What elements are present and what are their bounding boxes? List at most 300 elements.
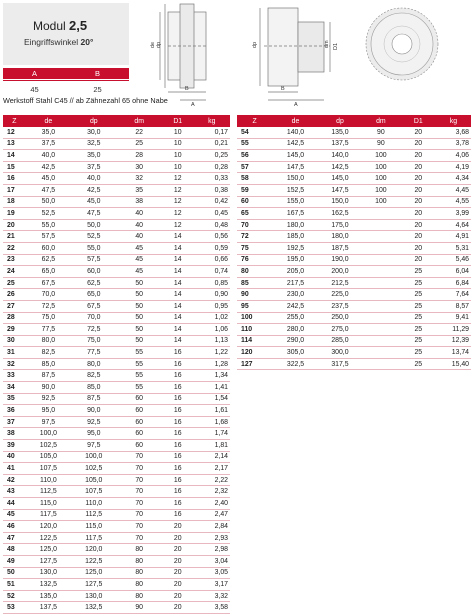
cell-z: 80: [237, 266, 272, 278]
cell-d1: 20: [162, 602, 194, 614]
right-col-dp: dp: [319, 115, 361, 127]
cell-d1: 16: [162, 486, 194, 498]
cell-dp: 187,5: [319, 242, 361, 254]
cell-de: 50,0: [26, 196, 71, 208]
cell-d1: 12: [162, 173, 194, 185]
cell-de: 42,5: [26, 161, 71, 173]
table-row: [237, 277, 471, 289]
right-data-table: [237, 115, 471, 370]
cell-de: 230,0: [272, 289, 319, 301]
cell-z: 15: [3, 161, 26, 173]
cell-dp: 55,0: [71, 242, 116, 254]
table-row: [237, 173, 471, 185]
left-col-d1: D1: [162, 115, 194, 127]
cell-dm: 55: [116, 382, 161, 394]
cell-de: 117,5: [26, 509, 71, 521]
left-table-body: [3, 127, 230, 613]
cell-de: 60,0: [26, 242, 71, 254]
cell-dm: 22: [116, 127, 161, 138]
cell-dp: 317,5: [319, 358, 361, 370]
cell-de: 150,0: [272, 173, 319, 185]
cell-dp: 237,5: [319, 300, 361, 312]
cell-dm: 50: [116, 289, 161, 301]
table-row: [3, 358, 230, 370]
cell-de: 205,0: [272, 266, 319, 278]
cell-z: 40: [3, 451, 26, 463]
cell-dm: 80: [116, 555, 161, 567]
cell-d1: 20: [401, 196, 436, 208]
cell-dp: 150,0: [319, 196, 361, 208]
cell-de: 130,0: [26, 567, 71, 579]
cell-de: 120,0: [26, 521, 71, 533]
cell-de: 185,0: [272, 231, 319, 243]
cell-dm: 70: [116, 532, 161, 544]
cell-z: 56: [237, 150, 272, 162]
cell-kg: 1,61: [194, 405, 230, 417]
cell-z: 33: [3, 370, 26, 382]
cell-d1: 12: [162, 219, 194, 231]
table-row: [237, 231, 471, 243]
cell-dp: 77,5: [71, 347, 116, 359]
cell-z: 21: [3, 231, 26, 243]
cell-dm: 25: [116, 138, 161, 150]
cell-z: 25: [3, 277, 26, 289]
table-row: [3, 196, 230, 208]
cell-de: 125,0: [26, 544, 71, 556]
cell-d1: 16: [162, 393, 194, 405]
table-row: [3, 173, 230, 185]
cell-de: 115,0: [26, 498, 71, 510]
table-row: [237, 347, 471, 359]
cell-dm: 90: [361, 138, 401, 150]
cell-z: 95: [237, 300, 272, 312]
cell-d1: 20: [401, 231, 436, 243]
cell-kg: 0,45: [194, 208, 230, 220]
dim-b-label-2: B: [281, 86, 285, 92]
cell-de: 112,5: [26, 486, 71, 498]
cell-z: 28: [3, 312, 26, 324]
table-row: [237, 219, 471, 231]
cell-kg: 2,40: [194, 498, 230, 510]
left-col-de: de: [26, 115, 71, 127]
cell-kg: 1,02: [194, 312, 230, 324]
cell-kg: 2,47: [194, 509, 230, 521]
table-row: [3, 590, 230, 602]
cell-d1: 14: [162, 324, 194, 336]
cell-z: 26: [3, 289, 26, 301]
cell-z: 30: [3, 335, 26, 347]
cell-dp: 92,5: [71, 416, 116, 428]
cell-d1: 16: [162, 498, 194, 510]
cell-z: 41: [3, 463, 26, 475]
cell-d1: 20: [162, 555, 194, 567]
cell-de: 80,0: [26, 335, 71, 347]
cell-kg: 0,56: [194, 231, 230, 243]
cell-dm: 28: [116, 150, 161, 162]
cell-kg: 1,41: [194, 382, 230, 394]
table-row: [3, 428, 230, 440]
cell-z: 114: [237, 335, 272, 347]
cell-z: 75: [237, 242, 272, 254]
cell-z: 31: [3, 347, 26, 359]
cell-dm: [361, 289, 401, 301]
cell-d1: 20: [162, 567, 194, 579]
table-row: [237, 208, 471, 220]
table-row: [237, 196, 471, 208]
cell-dm: 50: [116, 324, 161, 336]
cell-dp: 72,5: [71, 324, 116, 336]
cell-de: 82,5: [26, 347, 71, 359]
cell-dm: 50: [116, 312, 161, 324]
right-col-z: Z: [237, 115, 272, 127]
table-row: [237, 127, 471, 138]
cell-kg: 2,32: [194, 486, 230, 498]
cell-dp: 275,0: [319, 324, 361, 336]
cell-z: 51: [3, 579, 26, 591]
cell-kg: 0,74: [194, 266, 230, 278]
table-row: [3, 405, 230, 417]
cell-kg: 3,05: [194, 567, 230, 579]
cell-kg: 1,74: [194, 428, 230, 440]
gear-hub-drawing-1: [160, 4, 206, 100]
cell-kg: 0,21: [194, 138, 230, 150]
eingriff-value: 20°: [80, 37, 94, 47]
cell-kg: 2,17: [194, 463, 230, 475]
cell-dm: 40: [116, 231, 161, 243]
cell-de: 305,0: [272, 347, 319, 359]
cell-dm: [361, 266, 401, 278]
cell-kg: 1,81: [194, 440, 230, 452]
cell-dm: 80: [116, 544, 161, 556]
cell-dp: 137,5: [319, 138, 361, 150]
table-row: [3, 312, 230, 324]
cell-dp: 112,5: [71, 509, 116, 521]
table-row: [3, 474, 230, 486]
cell-dp: 127,5: [71, 579, 116, 591]
cell-z: 52: [3, 590, 26, 602]
right-table-body: [237, 127, 471, 370]
cell-kg: 0,33: [194, 173, 230, 185]
cell-dp: 190,0: [319, 254, 361, 266]
cell-de: 57,5: [26, 231, 71, 243]
cell-kg: 3,17: [194, 579, 230, 591]
cell-z: 27: [3, 300, 26, 312]
cell-dm: 100: [361, 196, 401, 208]
cell-dp: 80,0: [71, 358, 116, 370]
cell-z: 43: [3, 486, 26, 498]
cell-kg: 4,64: [436, 219, 471, 231]
cell-dp: 95,0: [71, 428, 116, 440]
cell-kg: 7,64: [436, 289, 471, 301]
cell-d1: 10: [162, 127, 194, 138]
table-row: [3, 219, 230, 231]
cell-dp: 87,5: [71, 393, 116, 405]
cell-d1: 16: [162, 509, 194, 521]
cell-dp: 122,5: [71, 555, 116, 567]
cell-dp: 100,0: [71, 451, 116, 463]
cell-d1: 16: [162, 428, 194, 440]
cell-kg: 2,84: [194, 521, 230, 533]
table-row: [237, 335, 471, 347]
cell-de: 142,5: [272, 138, 319, 150]
table-row: [3, 277, 230, 289]
cell-kg: 3,32: [194, 590, 230, 602]
cell-z: 76: [237, 254, 272, 266]
cell-d1: 16: [162, 370, 194, 382]
cell-dp: 105,0: [71, 474, 116, 486]
cell-dm: 100: [361, 184, 401, 196]
left-col-kg: kg: [194, 115, 230, 127]
cell-dp: 82,5: [71, 370, 116, 382]
cell-z: 22: [3, 242, 26, 254]
cell-d1: 20: [401, 138, 436, 150]
modul-label: Modul: [33, 19, 66, 33]
right-col-dm: dm: [361, 115, 401, 127]
cell-dp: 47,5: [71, 208, 116, 220]
cell-z: 17: [3, 184, 26, 196]
cell-kg: 0,17: [194, 127, 230, 138]
table-row: [3, 254, 230, 266]
cell-dm: 80: [116, 579, 161, 591]
cell-dp: 285,0: [319, 335, 361, 347]
cell-d1: 20: [401, 173, 436, 185]
cell-kg: 3,04: [194, 555, 230, 567]
cell-d1: 16: [162, 382, 194, 394]
cell-kg: 0,85: [194, 277, 230, 289]
cell-dp: 140,0: [319, 150, 361, 162]
cell-dm: 30: [116, 161, 161, 173]
cell-de: 47,5: [26, 184, 71, 196]
cell-kg: 2,14: [194, 451, 230, 463]
cell-d1: 20: [401, 219, 436, 231]
cell-d1: 25: [401, 347, 436, 359]
cell-de: 87,5: [26, 370, 71, 382]
cell-d1: 20: [401, 208, 436, 220]
technical-drawings: [140, 0, 474, 110]
right-col-de: de: [272, 115, 319, 127]
cell-kg: 0,38: [194, 184, 230, 196]
cell-de: 45,0: [26, 173, 71, 185]
table-row: [237, 266, 471, 278]
cell-dp: 250,0: [319, 312, 361, 324]
cell-d1: 16: [162, 405, 194, 417]
cell-z: 24: [3, 266, 26, 278]
table-row: [237, 312, 471, 324]
cell-dp: 107,5: [71, 486, 116, 498]
table-row: [237, 138, 471, 150]
cell-kg: 11,29: [436, 324, 471, 336]
cell-de: 290,0: [272, 335, 319, 347]
cell-z: 37: [3, 416, 26, 428]
cell-dm: [361, 300, 401, 312]
cell-z: 50: [3, 567, 26, 579]
cell-dm: [361, 335, 401, 347]
table-row: [3, 416, 230, 428]
cell-kg: 3,78: [436, 138, 471, 150]
cell-de: 217,5: [272, 277, 319, 289]
dim-dp-label-2: dp: [252, 41, 258, 48]
cell-dm: 60: [116, 428, 161, 440]
cell-z: 18: [3, 196, 26, 208]
cell-kg: 4,91: [436, 231, 471, 243]
cell-z: 49: [3, 555, 26, 567]
cell-d1: 25: [401, 300, 436, 312]
cell-d1: 20: [401, 242, 436, 254]
cell-de: 107,5: [26, 463, 71, 475]
cell-dm: [361, 312, 401, 324]
ab-separator: [3, 80, 129, 81]
cell-de: 67,5: [26, 277, 71, 289]
cell-dp: 300,0: [319, 347, 361, 359]
cell-d1: 14: [162, 277, 194, 289]
cell-kg: 8,57: [436, 300, 471, 312]
left-col-dp: dp: [71, 115, 116, 127]
cell-dp: 35,0: [71, 150, 116, 162]
table-row: [3, 555, 230, 567]
cell-kg: 2,93: [194, 532, 230, 544]
cell-z: 57: [237, 161, 272, 173]
cell-z: 55: [237, 138, 272, 150]
cell-de: 62,5: [26, 254, 71, 266]
cell-d1: 25: [401, 335, 436, 347]
cell-z: 54: [237, 127, 272, 138]
cell-dm: 70: [116, 509, 161, 521]
table-row: [237, 184, 471, 196]
cell-d1: 25: [401, 277, 436, 289]
cell-d1: 14: [162, 231, 194, 243]
module-info-box: [3, 3, 129, 65]
cell-dm: [361, 277, 401, 289]
eingriff-label: Eingriffswinkel: [24, 37, 79, 47]
cell-kg: 1,06: [194, 324, 230, 336]
cell-kg: 3,68: [436, 127, 471, 138]
cell-dm: 50: [116, 300, 161, 312]
cell-z: 46: [3, 521, 26, 533]
table-row: [237, 150, 471, 162]
cell-dm: [361, 347, 401, 359]
table-row: [3, 451, 230, 463]
cell-dm: 70: [116, 498, 161, 510]
ab-val-b: 25: [93, 85, 102, 94]
cell-z: 65: [237, 208, 272, 220]
cell-z: 35: [3, 393, 26, 405]
table-row: [3, 208, 230, 220]
cell-d1: 14: [162, 254, 194, 266]
cell-dm: 40: [116, 219, 161, 231]
cell-de: 102,5: [26, 440, 71, 452]
cell-z: 70: [237, 219, 272, 231]
cell-de: 92,5: [26, 393, 71, 405]
cell-de: 77,5: [26, 324, 71, 336]
cell-de: 242,5: [272, 300, 319, 312]
cell-d1: 14: [162, 335, 194, 347]
cell-de: 152,5: [272, 184, 319, 196]
cell-kg: 4,55: [436, 196, 471, 208]
cell-dm: 80: [116, 567, 161, 579]
cell-de: 100,0: [26, 428, 71, 440]
cell-de: 85,0: [26, 358, 71, 370]
cell-d1: 16: [162, 347, 194, 359]
left-col-z: Z: [3, 115, 26, 127]
cell-dp: 147,5: [319, 184, 361, 196]
cell-dm: 60: [116, 440, 161, 452]
cell-z: 20: [3, 219, 26, 231]
cell-dp: 110,0: [71, 498, 116, 510]
ab-table-header: [3, 68, 129, 79]
table-row: [237, 358, 471, 370]
cell-d1: 20: [162, 544, 194, 556]
cell-d1: 20: [401, 184, 436, 196]
cell-dm: 45: [116, 266, 161, 278]
cell-dp: 102,5: [71, 463, 116, 475]
cell-kg: 4,34: [436, 173, 471, 185]
cell-dm: 60: [116, 416, 161, 428]
cell-dm: [361, 242, 401, 254]
cell-z: 32: [3, 358, 26, 370]
cell-d1: 25: [401, 358, 436, 370]
cell-d1: 14: [162, 300, 194, 312]
table-row: [237, 324, 471, 336]
cell-kg: 4,45: [436, 184, 471, 196]
cell-d1: 16: [162, 440, 194, 452]
cell-z: 85: [237, 277, 272, 289]
cell-z: 23: [3, 254, 26, 266]
cell-d1: 20: [162, 532, 194, 544]
cell-d1: 20: [162, 579, 194, 591]
cell-de: 167,5: [272, 208, 319, 220]
cell-dp: 130,0: [71, 590, 116, 602]
table-row: [237, 300, 471, 312]
cell-dm: 45: [116, 254, 161, 266]
table-row: [3, 289, 230, 301]
dim-dp-label: dp: [156, 41, 162, 48]
cell-z: 13: [3, 138, 26, 150]
cell-dp: 132,5: [71, 602, 116, 614]
cell-dp: 70,0: [71, 312, 116, 324]
cell-d1: 14: [162, 289, 194, 301]
cell-de: 72,5: [26, 300, 71, 312]
cell-dm: 80: [116, 590, 161, 602]
cell-dm: 50: [116, 335, 161, 347]
cell-dp: 125,0: [71, 567, 116, 579]
cell-dm: [361, 324, 401, 336]
cell-dm: 50: [116, 277, 161, 289]
cell-dp: 67,5: [71, 300, 116, 312]
cell-d1: 14: [162, 266, 194, 278]
cell-d1: 25: [401, 324, 436, 336]
table-row: [3, 242, 230, 254]
cell-kg: 0,25: [194, 150, 230, 162]
cell-dp: 142,5: [319, 161, 361, 173]
cell-dp: 90,0: [71, 405, 116, 417]
cell-dp: 162,5: [319, 208, 361, 220]
cell-d1: 10: [162, 150, 194, 162]
cell-de: 195,0: [272, 254, 319, 266]
table-row: [3, 231, 230, 243]
cell-dm: [361, 254, 401, 266]
cell-dp: 62,5: [71, 277, 116, 289]
table-row: [3, 335, 230, 347]
table-row: [3, 486, 230, 498]
cell-d1: 20: [401, 150, 436, 162]
cell-z: 58: [237, 173, 272, 185]
table-row: [3, 393, 230, 405]
cell-dm: 70: [116, 474, 161, 486]
cell-d1: 20: [401, 161, 436, 173]
cell-z: 39: [3, 440, 26, 452]
cell-dp: 37,5: [71, 161, 116, 173]
cell-kg: 0,48: [194, 219, 230, 231]
